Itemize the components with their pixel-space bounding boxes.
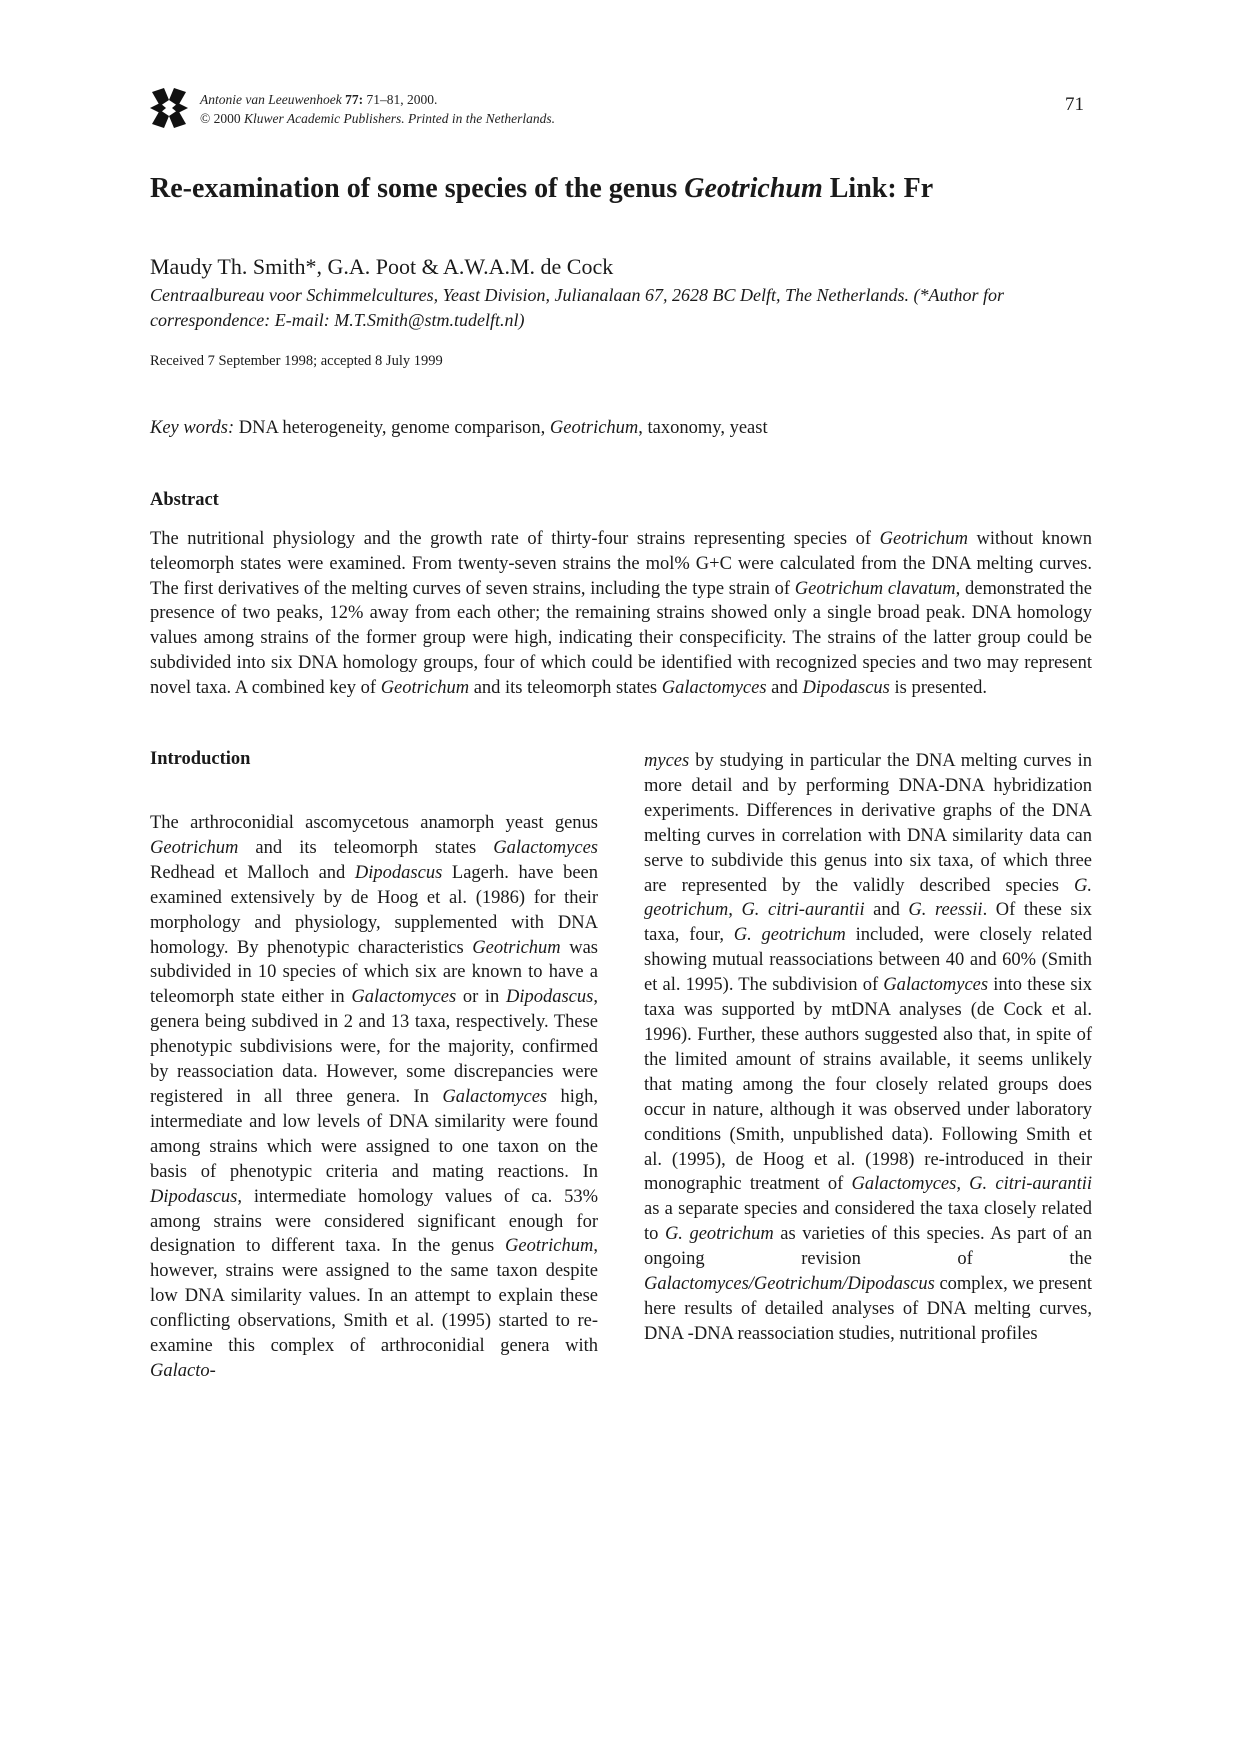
intro-left-column: The arthroconidial ascomycetous anamorph yeast genus Geotrichum and its teleomorph states Galactomyces Redhead et Malloch and Dipodascus Lagerh. have been examined extensively by de Hoog et al. (1986) for their morphology and physiology, supplemented with DNA homology. By phenotypic characteristics Geotrichum was subdivided in 10 species of which six are known to have a teleomorph state either in Galactomyces or in Dipodascus, genera being subdived in 2 and 13 taxa, respectively. These phenotypic subdivisions were, for the majority, confirmed by reassociation data. However, some discrepancies were registered in all three genera. In Galactomyces high, intermediate and low levels of DNA similarity were found among strains which were assigned to one taxon on the basis of phenotypic criteria and mating reactions. In Dipodascus, intermediate homology values of ca. 53% among strains were considered significant enough for designation to different taxa. In the genus Geotrichum, however, strains were assigned to the same taxon despite low DNA similarity values. In an attempt to explain these conflicting observations, Smith et al. (1995) started to re-examine this complex of arthroconidial genera with Galacto- <box>150 813 599 1381</box>
abstract-text: The nutritional physiology and the growth rate of thirty-four strains representing species of Geotrichum without known teleomorph states were examined. From twenty-seven strains the mol% G+C were calculated from the DNA melting curves. The first derivatives of the melting curves of seven strains, including the type strain of Geotrichum clavatum, demonstrated the presence of two peaks, 12% away from each other; the remaining strains showed only a single broad peak. DNA homology values among strains of the former group were high, indicating their conspecificity. The strains of the latter group could be subdivided into six DNA homology groups, four of which could be identified with recognized species and two may represent novel taxa. A combined key of Geotrichum and its teleomorph states Galactomyces and Dipodascus is presented. <box>150 529 1093 698</box>
journal-citation <box>200 90 555 128</box>
publisher-logo <box>150 86 188 130</box>
journal-volume: 77: <box>345 92 364 107</box>
authors: Maudy Th. Smith*, G.A. Poot & A.W.A.M. de Cock <box>150 254 614 279</box>
journal-pages: 71–81, 2000. <box>363 92 438 107</box>
publisher: Kluwer Academic Publishers. <box>244 111 405 126</box>
intro-right-column: myces by studying in particular the DNA melting curves in more detail and by performing DNA-DNA hybridization experiments. Differences in derivative graphs of the DNA melting curves in correlation with DNA similarity data can serve to subdivide this genus into six taxa, of which three are represented by the validly described species G. geotrichum, G. citri-aurantii and G. reessii. Of these six taxa, four, G. geotrichum included, were closely related showing mutual reassociations between 40 and 60% (Smith et al. 1995). The subdivision of Galactomyces into these six taxa was supported by mtDNA analyses (de Cock et al. 1996). Further, these authors suggested also that, in spite of the limited amount of strains available, it seems unlikely that mating among the four closely related groups does occur in nature, although it was observed under laboratory conditions (Smith, unpublished data). Following Smith et al. (1995), de Hoog et al. (1998) re-introduced in their monographic treatment of Galactomyces, G. citri-aurantii as a separate species and considered the taxa closely related to G. geotrichum as varieties of this species. As part of an ongoing revision of the Galactomyces/Geotrichum/Dipodascus complex, we present here results of detailed analyses of DNA melting curves, DNA -DNA reassociation studies, nutritional profiles <box>644 751 1093 1344</box>
paper-title: Re-examination of some species of the genus Geotrichum Link: Fr <box>150 173 934 204</box>
keywords: Key words: DNA heterogeneity, genome comparison, Geotrichum, taxonomy, yeast <box>150 418 768 438</box>
copyright-line <box>200 109 555 128</box>
received-dates: Received 7 September 1998; accepted 8 July 1999 <box>150 353 443 369</box>
keywords-label: Key words: <box>150 418 235 438</box>
introduction-heading: Introduction <box>150 749 251 769</box>
affiliation: Centraalbureau voor Schimmelcultures, Yeast Division, Julianalaan 67, 2628 BC Delft, The Netherlands. (*Author for correspondence: E-mail: M.T.Smith@stm.tudelft.nl) <box>150 285 1004 330</box>
printed-note: Printed in the Netherlands. <box>404 111 555 126</box>
page-number: 71 <box>1065 94 1084 115</box>
abstract-heading: Abstract <box>150 490 219 510</box>
journal-name: Antonie van Leeuwenhoek <box>200 92 342 107</box>
copyright: © 2000 <box>200 111 245 126</box>
journal-line <box>200 90 555 109</box>
